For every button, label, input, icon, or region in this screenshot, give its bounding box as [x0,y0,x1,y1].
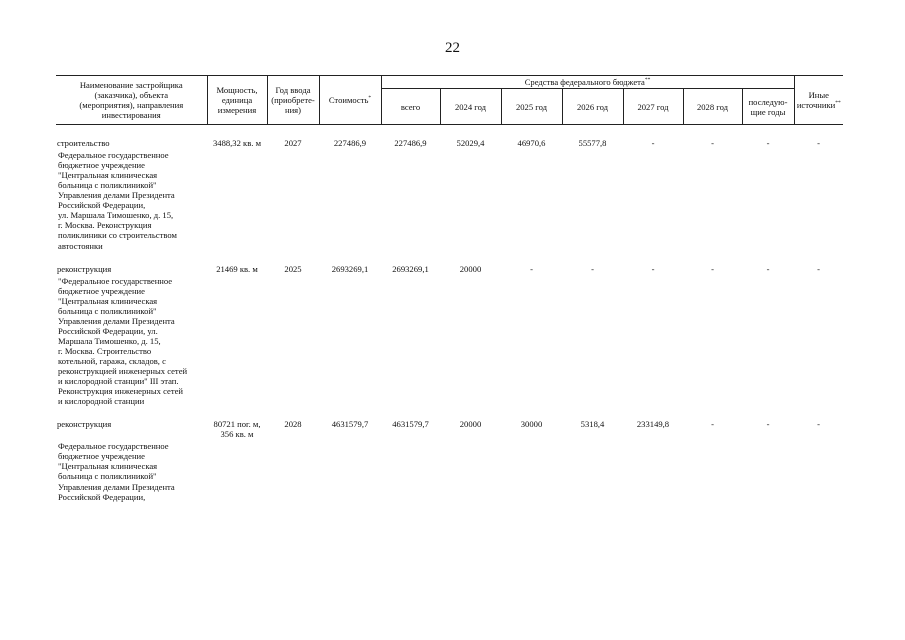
object-description [56,150,207,250]
federal-footnote-mark: ** [644,77,651,83]
object-description-row [56,276,843,407]
description-line: Российской Федерации, [58,200,146,211]
description-line: "Центральная клиническая [58,295,158,306]
budget-value-cell: 233149,8 [636,419,670,430]
table-body [56,125,843,502]
budget-value-cell: 20000 [459,263,482,274]
description-line: Управления делами Президента [58,190,175,201]
budget-value-cell: - [651,138,655,149]
budget-value-cell: - [651,263,655,274]
empty-cell [207,150,843,250]
header-year-2027: 2027 год [623,89,683,125]
description-line: ул. Маршала Тимошенко, д. 15, [58,210,174,221]
capacity-cell: 3488,32 кв. м [212,138,262,149]
budget-value-cell: 4631579,7 [392,419,429,430]
header-year-2024: 2024 год [440,89,501,125]
description-line: "Центральная клиническая [58,170,158,181]
object-description [56,276,207,407]
object-description [56,441,207,501]
description-line: "Федеральное государственное [58,275,173,286]
budget-value-cell: 52029,4 [456,138,485,149]
description-line: больница с поликлиникой" [58,180,157,191]
cost-cell: 4631579,7 [331,419,369,430]
year-cell: 2025 [284,263,302,274]
budget-value-cell: 55577,8 [578,138,607,149]
header-name-column: Наименование застройщика (заказчика), объекта (мероприятия), направления инвестирования [56,76,207,125]
budget-value-cell: 227486,9 [394,138,427,149]
description-line: бюджетное учреждение [58,160,145,171]
description-line: больница с поликлиникой" [58,305,157,316]
capacity-line: 80721 пог. м, [213,419,261,430]
header-other-sources-column: Иные источники** [794,76,843,125]
description-line: бюджетное учреждение [58,285,145,296]
year-cell: 2028 [284,419,302,430]
year-cell: 2027 [284,138,302,149]
budget-value-cell: - [530,263,533,274]
page-number: 22 [445,40,460,56]
budget-value-cell: - [766,138,770,149]
description-line: бюджетное учреждение [58,451,145,462]
capacity-cell: 21469 кв. м [216,263,258,274]
description-line: Российской Федерации, ул. [58,325,158,336]
header-year-2028: 2028 год [683,89,742,125]
budget-value-cell: 5318,4 [580,419,605,430]
description-line: и кислородной станции [58,396,145,407]
description-line: г. Москва. Строительство [58,345,152,356]
cost-cell: 227486,9 [333,138,367,149]
header-capacity-column: Мощность, единица измерения [207,76,267,125]
budget-value-cell: - [817,263,820,274]
cost-footnote-mark: * [368,95,372,101]
budget-value-cell: 20000 [459,419,482,430]
description-line: Управления делами Президента [58,481,175,492]
capacity-line: 356 кв. м [220,429,254,440]
description-line: автостоянки [58,240,103,251]
object-description-row [56,150,843,250]
budget-value-cell: 2693269,1 [392,263,429,274]
description-line: Реконструкция инженерных сетей [58,386,184,397]
budget-value-cell: - [766,263,770,274]
description-line: Федеральное государственное [58,441,169,452]
capacity-cell [207,406,267,441]
table-row [56,125,843,151]
description-line: г. Москва. Реконструкция [58,220,152,231]
table-row [56,251,843,276]
other-footnote-mark: ** [835,100,841,107]
budget-table [56,75,843,502]
header-year-column: Год ввода (приобрете- ния) [267,76,319,125]
header-cost-column: Стоимость* [319,76,381,125]
header-federal-budget: Средства федерального бюджета** [381,76,794,89]
description-line: "Центральная клиническая [58,461,158,472]
description-line: Федеральное государственное [58,150,169,161]
description-line: больница с поликлиникой" [58,471,157,482]
budget-value-cell: 46970,6 [517,138,546,149]
description-line: Маршала Тимошенко, д. 15, [58,335,161,346]
description-line: реконструкцией инженерных сетей [58,366,188,377]
empty-cell [207,276,843,407]
budget-value-cell: - [711,263,714,274]
work-type-cell: реконструкция [57,419,112,430]
work-type-cell: реконструкция [57,263,112,274]
description-line: Управления делами Президента [58,315,175,326]
budget-value-cell: - [711,138,714,149]
budget-value-cell: - [591,263,594,274]
work-type-cell: строительство [57,138,110,149]
header-year-2025: 2025 год [501,89,562,125]
header-subsequent-years: последую- щие годы [742,89,794,125]
empty-cell [207,441,843,501]
budget-value-cell: - [817,419,820,430]
budget-value-cell: - [817,138,820,149]
table-row [56,406,843,441]
object-description-row [56,441,843,501]
description-line: поликлиники со строительством [58,230,177,241]
header-total: всего [381,89,440,125]
cost-cell: 2693269,1 [331,263,369,274]
budget-value-cell: - [766,419,770,430]
budget-value-cell: 30000 [520,419,543,430]
budget-value-cell: - [711,419,714,430]
table-header [56,76,843,125]
header-year-2026: 2026 год [562,89,623,125]
description-line: котельной, гаража, складов, с [58,355,166,366]
description-line: и кислородной станции" III этап. [58,376,179,387]
description-line: Российской Федерации, [58,491,146,502]
